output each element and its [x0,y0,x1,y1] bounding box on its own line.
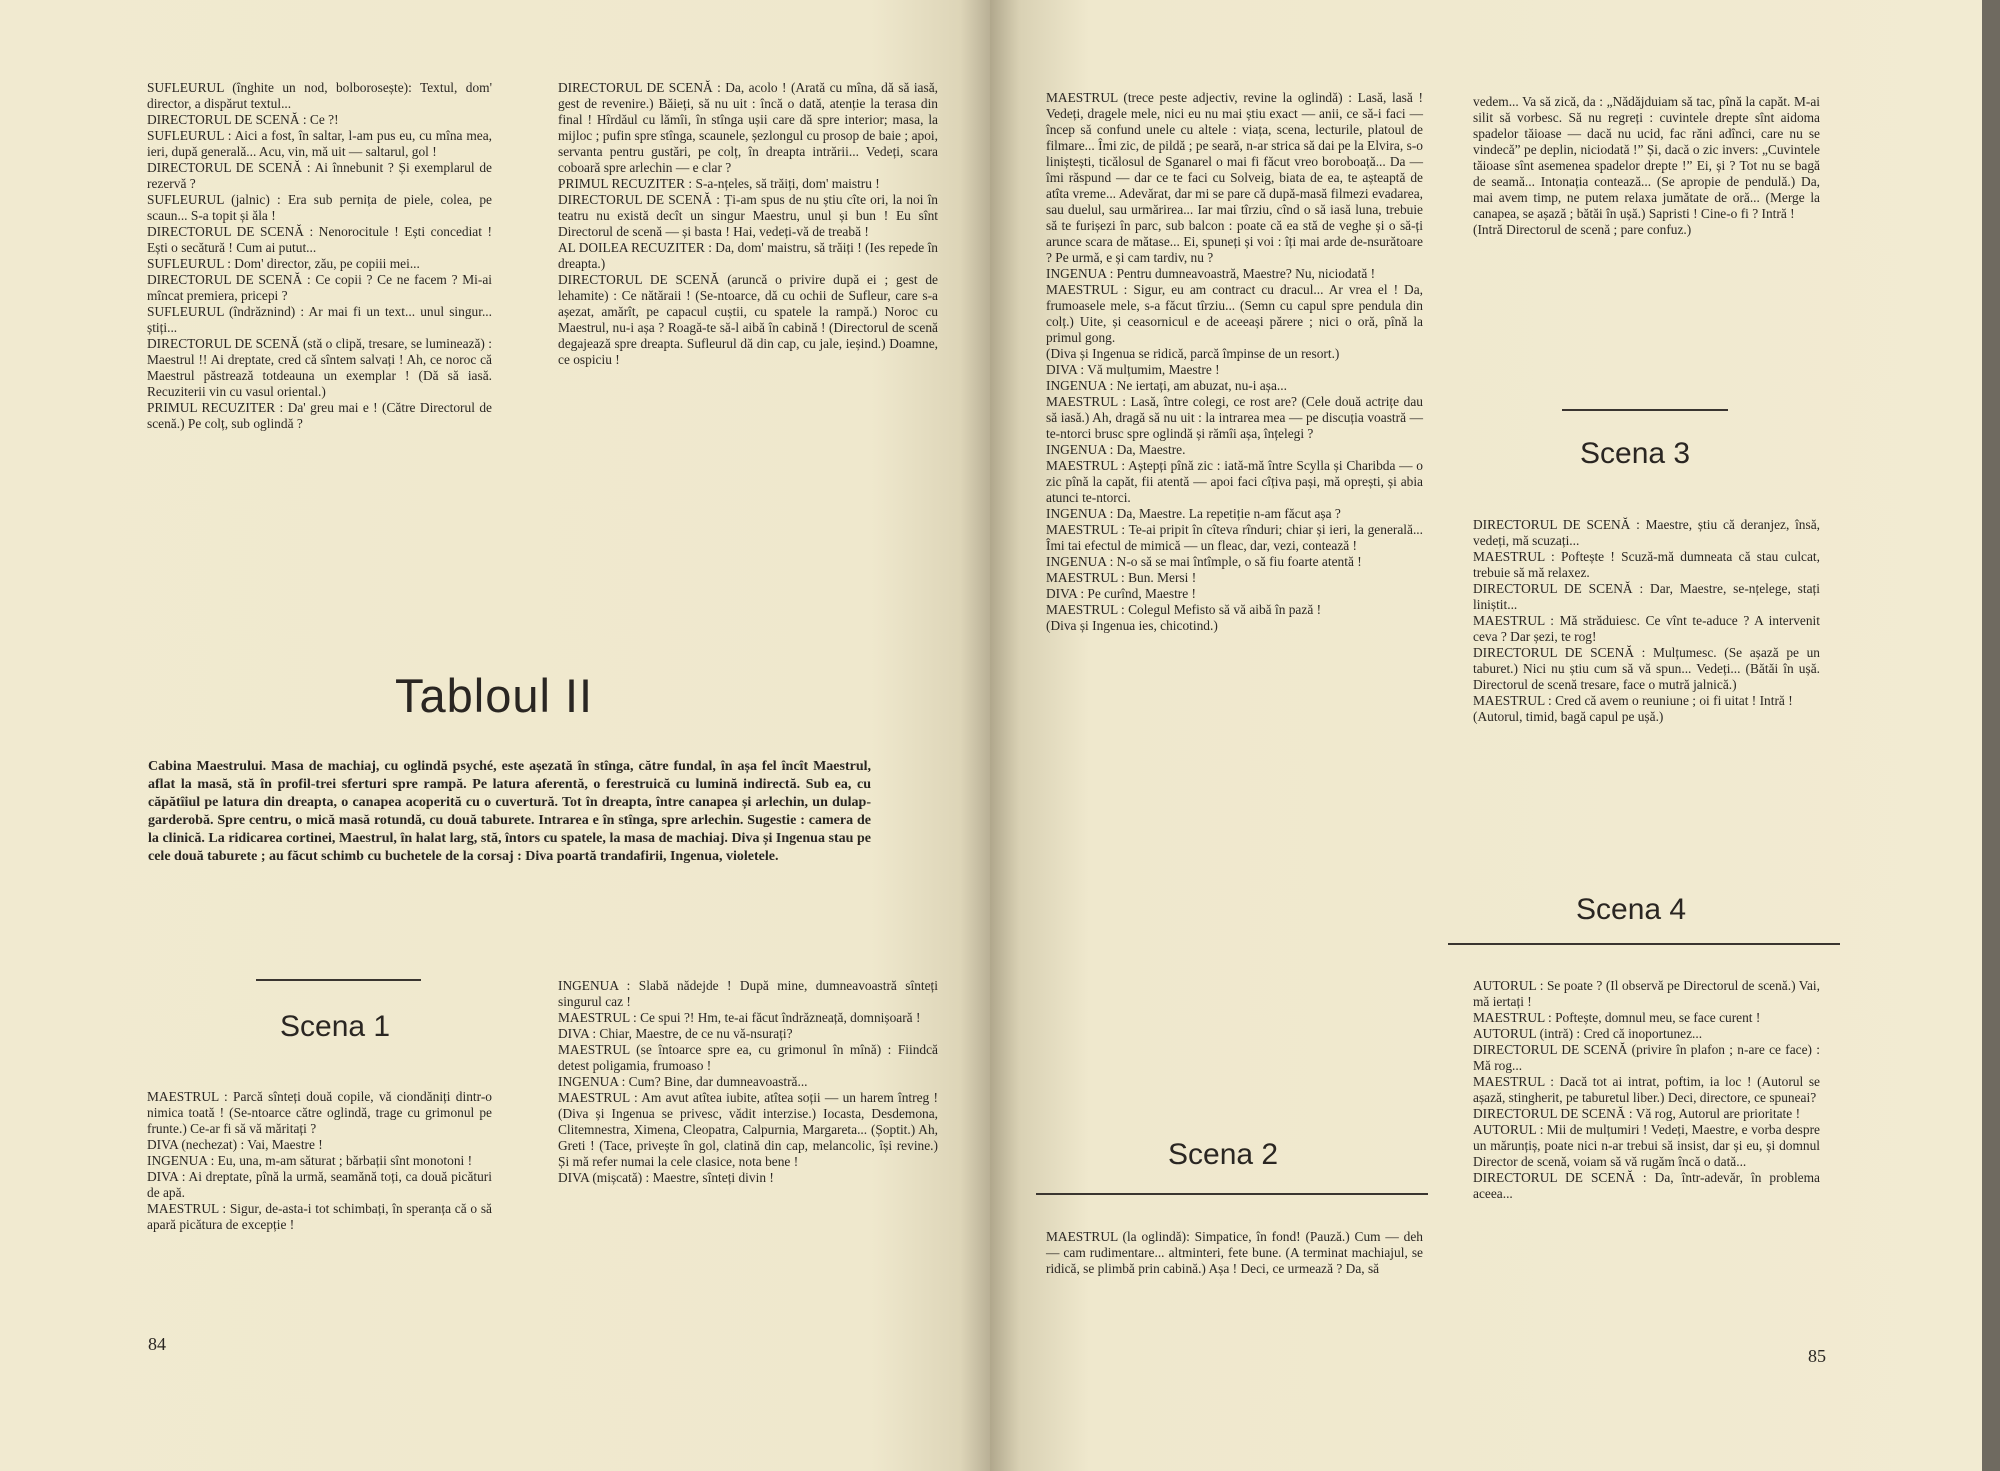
right-column-2c [1473,978,1820,1202]
dialogue-line: MAESTRUL : Parcă sînteți două copile, vă ciondăniți dintr-o nimica toată ! (Se-ntoarce către oglindă, trage cu grimonul pe frunte.) Ce-ar fi să vă măritați ? [147,1089,492,1136]
dialogue-line: SUFLEURUL (înghite un nod, bolborosește): Textul, dom' director, a dispărut textul... [147,80,492,111]
dialogue-line: PRIMUL RECUZITER : Da' greu mai e ! (Către Directorul de scenă.) Pe colț, sub oglindă ? [147,400,492,431]
right-column-1b [1046,1229,1423,1277]
book-cover-edge [1982,0,2000,1471]
dialogue-line: DIRECTORUL DE SCENĂ : Ai înnebunit ? Și exemplarul de rezervă ? [147,160,492,191]
left-page [0,0,990,1471]
dialogue-line: MAESTRUL : Dacă tot ai intrat, poftim, ia loc ! (Autorul se așază, stingherit, pe taburetul liber.) Deci, directore, ce spuneai? [1473,1074,1820,1105]
dialogue-line: MAESTRUL : Cred că avem o reuniune ; oi fi uitat ! Intră ! [1473,693,1793,708]
left-column-1 [147,80,492,432]
dialogue-line: vedem... Va să zică, da : „Nădăjduiam să tac, pînă la capăt. M-ai silit să vorbesc. Să nu regreți : cuvintele drepte sînt aidoma spadelor tăioase — dacă nu ucid, fac răni adînci, care nu se vindecă” pe deplin, niciodată !” Și, dacă o zic invers: „Cuvintele tăioase sînt asemenea spadelor drepte !” Ei, și ? Tot nu se bagă de seamă... Intonația contează... (Se apropie de pendulă.) Da, mai avem timp, ne putem relaxa jumătate de oră... (Merge la canapea, se așază ; bătăi în ușă.) Sapristi ! Cine-o fi ? Intră ! [1473,94,1820,221]
tablou-description [148,758,871,866]
dialogue-line: DIVA (nechezat) : Vai, Maestre ! [147,1137,323,1152]
dialogue-line: DIRECTORUL DE SCENĂ : Ce ?! [147,112,339,127]
dialogue-line: MAESTRUL (se întoarce spre ea, cu grimonul în mînă) : Fiindcă detest poligamia, frumoaso ! [558,1042,938,1073]
dialogue-line: (Diva și Ingenua se ridică, parcă împinse de un resort.) [1046,346,1340,361]
right-column-1 [1046,90,1423,634]
dialogue-line: AUTORUL (intră) : Cred că inoportunez... [1473,1026,1703,1041]
dialogue-line: DIRECTORUL DE SCENĂ : Vă rog, Autorul are prioritate ! [1473,1106,1801,1121]
dialogue-line: MAESTRUL (la oglindă): Simpatice, în fond! (Pauză.) Cum — deh — cam rudimentare... altminteri, fete bune. (A terminat machiajul, se ridică, se plimbă prin cabină.) Așa ! Deci, ce urmează ? Da, să [1046,1229,1423,1276]
dialogue-line: MAESTRUL : Aștepți pînă zic : iată-mă între Scylla și Charibda — o zic pînă la capăt, fii atentă — apoi faci cîțiva pași, mă oprești, și abia atunci te-ntorci. [1046,458,1423,505]
dialogue-line: (Diva și Ingenua ies, chicotind.) [1046,618,1218,633]
dialogue-line: SUFLEURUL (jalnic) : Era sub pernița de piele, colea, pe scaun... S-a topit și ăla ! [147,192,492,223]
dialogue-line: MAESTRUL : Te-ai pripit în cîteva rînduri; chiar și ieri, la generală... Îmi tai efectul de mimică — un fleac, dar, vezi, contează ! [1046,522,1423,553]
dialogue-line: DIRECTORUL DE SCENĂ (stă o clipă, tresare, se luminează) : Maestrul !! Ai dreptate, cred că sîntem salvați ! Ah, ce noroc că Maestrul păstrează totdeauna un exemplar ! (Dă să iasă. Recuziterii vin cu vasul oriental.) [147,336,492,399]
dialogue-line: AL DOILEA RECUZITER : Da, dom' maistru, să trăiți ! (Ies repede în dreapta.) [558,240,938,271]
dialogue-line: DIRECTORUL DE SCENĂ : Mulțumesc. (Se așază pe un taburet.) Nici nu știu cum să vă spun... Vedeți... (Bătăi în ușă. Directorul de scenă tresare, face o mutră jalnică.) [1473,645,1820,692]
dialogue-line: DIVA : Vă mulțumim, Maestre ! [1046,362,1220,377]
right-column-2b [1473,517,1820,725]
dialogue-line: DIVA (mișcată) : Maestre, sînteți divin ! [558,1170,774,1185]
dialogue-line: INGENUA : Cum? Bine, dar dumneavoastră... [558,1074,808,1089]
dialogue-line: SUFLEURUL (îndrăznind) : Ar mai fi un text... unul singur... știți... [147,304,492,335]
dialogue-line: INGENUA : Da, Maestre. [1046,442,1186,457]
left-column-2 [558,80,938,368]
dialogue-line: DIRECTORUL DE SCENĂ : Da, într-adevăr, în problema aceea... [1473,1170,1820,1201]
scena4-rule [1448,943,1840,945]
scena1-rule [256,979,421,981]
scena1-title: Scena 1 [280,1010,391,1043]
dialogue-line: MAESTRUL : Sigur, eu am contract cu dracul... Ar vrea el ! Da, frumoasele mele, s-a făcut tîrziu... (Semn cu capul spre pendula din colț.) Uite, și ceasornicul e de aceeași părere ; nici o oră, pînă la primul gong. [1046,282,1423,345]
dialogue-line: DIRECTORUL DE SCENĂ : Da, acolo ! (Arată cu mîna, dă să iasă, gest de revenire.) Băieți, să nu uit : încă o dată, atenție la terasa din final ! Hîrdăul cu lămîi, în stînga ușii care dă spre interior; masa, la mijloc ; pufin spre stînga, scaunele, șezlongul cu prosop de baie ; apoi, servanta pentru gustări, pe colț, în dreapta intrării... Vedeți, scara coboară spre arlechin — e clar ? [558,80,938,175]
dialogue-line: SUFLEURUL : Aici a fost, în saltar, l-am pus eu, cu mîna mea, ieri, după generală... Acu, vin, mă uit — saltarul, gol ! [147,128,492,159]
dialogue-line: MAESTRUL : Bun. Mersi ! [1046,570,1197,585]
dialogue-line: DIRECTORUL DE SCENĂ (aruncă o privire după ei ; gest de lehamite) : Ce nătăraii ! (Se-ntoarce, dă cu ochii de Sufleur, care s-a așezat, amărît, pe capacul cuștii, cu spatele la rampă.) Noroc cu Maestrul, nu-i așa ? Roagă-te să-l aibă în cabină ! (Directorul de scenă degajează spre dreapta. Sufleurul dă din cap, cu jale, ieșind.) Doamne, ce ospiciu ! [558,272,938,367]
dialogue-line: AUTORUL : Se poate ? (Il observă pe Directorul de scenă.) Vai, mă iertați ! [1473,978,1820,1009]
right-page [990,0,1982,1471]
dialogue-line: DIRECTORUL DE SCENĂ : Dar, Maestre, se-nțelege, stați liniștit... [1473,581,1820,612]
dialogue-line: MAESTRUL : Colegul Mefisto să vă aibă în pază ! [1046,602,1322,617]
dialogue-line: AUTORUL : Mii de mulțumiri ! Vedeți, Maestre, e vorba despre un mărunțiș, poate nici n-ar trebui să insist, dar și eu, și domnul Director de scenă, voiam să vă rugăm încă o dată... [1473,1122,1820,1169]
left-column-4 [558,978,938,1186]
dialogue-line: INGENUA : N-o să se mai întîmple, o să fiu foarte atentă ! [1046,554,1362,569]
page-number-right: 85 [1808,1346,1826,1366]
dialogue-line: MAESTRUL : Poftește, domnul meu, se face curent ! [1473,1010,1761,1025]
dialogue-line: MAESTRUL : Ce spui ?! Hm, te-ai făcut îndrăzneață, domnișoară ! [558,1010,921,1025]
page-number-left: 84 [148,1334,166,1354]
tablou-description-text: Cabina Maestrului. Masa de machiaj, cu oglindă psyché, este așezată în stînga, către fundal, în așa fel încît Maestrul, aflat la masă, stă în profil-trei sferturi spre rampă. Pe latura aferentă, o ferestruică cu lumină indirectă. Sub ea, cu căpătîiul pe latura din dreapta, o canapea acoperită cu o cuvertură. Tot în dreapta, între canapea și arlechin, un dulap-garderobă. Spre centru, o mică masă rotundă, cu două taburete. Intrarea e în stînga, spre arlechin. Sugestie : camera de la clinică. La ridicarea cortinei, Maestrul, în halat larg, stă, întors cu spatele, la masa de machiaj. Diva și Ingenua stau pe cele două taburete ; au făcut schimb cu buchetele de la corsaj : Diva poartă trandafirii, Ingenua, violetele. [148,759,871,864]
right-column-2 [1473,94,1820,238]
dialogue-line: DIRECTORUL DE SCENĂ : Maestre, știu că deranjez, însă, vedeți, mă scuzați... [1473,517,1820,548]
dialogue-line: MAESTRUL : Poftește ! Scuză-mă dumneata că stau culcat, trebuie să mă relaxez. [1473,549,1820,580]
dialogue-line: MAESTRUL : Am avut atîtea iubite, atîtea soții — un harem întreg ! (Diva și Ingenua se privesc, vădit interzise.) Iocasta, Desdemona, Clitemnestra, Ximena, Cleopatra, Calpurnia, Margareta... (Șoptit.) Ah, Greti ! (Tace, privește în gol, clatină din cap, melancolic, își revine.) Și mă refer numai la cele clasice, nota bene ! [558,1090,938,1169]
dialogue-line: DIRECTORUL DE SCENĂ : Ți-am spus de nu știu cîte ori, la noi în teatru nu există decît un singur Maestru, unul și bun ! Eu sînt Directorul de scenă — și basta ! Hai, vedeți-vă de treabă ! [558,192,938,239]
dialogue-line: DIVA : Chiar, Maestre, de ce nu vă-nsurați? [558,1026,793,1041]
scena2-rule [1036,1193,1428,1195]
scena3-title: Scena 3 [1580,437,1691,470]
dialogue-line: DIRECTORUL DE SCENĂ : Nenorocitule ! Ești concediat ! Ești o secătură ! Cum ai putut... [147,224,492,255]
dialogue-line: MAESTRUL : Lasă, între colegi, ce rost are? (Cele două actrițe dau să iasă.) Ah, dragă să nu uit : la intrarea mea — pe discuția voastră — te-ntorci brusc spre oglindă și rămîi așa, înțelegi ? [1046,394,1423,441]
dialogue-line: (Autorul, timid, bagă capul pe ușă.) [1473,709,1664,724]
dialogue-line: DIRECTORUL DE SCENĂ (privire în plafon ; n-are ce face) : Mă rog... [1473,1042,1820,1073]
dialogue-line: INGENUA : Eu, una, m-am săturat ; bărbații sînt monotoni ! [147,1153,473,1168]
scena2-title: Scena 2 [1168,1138,1279,1171]
dialogue-line: INGENUA : Pentru dumneavoastră, Maestre? Nu, niciodată ! [1046,266,1376,281]
dialogue-line: INGENUA : Da, Maestre. La repetiție n-am făcut așa ? [1046,506,1341,521]
dialogue-line: DIVA : Ai dreptate, pînă la urmă, seamănă toți, ca două picături de apă. [147,1169,492,1200]
scena4-title: Scena 4 [1576,893,1687,926]
dialogue-line: INGENUA : Slabă nădejde ! După mine, dumneavoastră sînteți singurul caz ! [558,978,938,1009]
dialogue-line: (Intră Directorul de scenă ; pare confuz.) [1473,222,1692,237]
dialogue-line: MAESTRUL : Sigur, de-asta-i tot schimbați, în speranța că o să apară picătura de excepție ! [147,1201,492,1232]
dialogue-line: INGENUA : Ne iertați, am abuzat, nu-i așa... [1046,378,1287,393]
dialogue-line: PRIMUL RECUZITER : S-a-nțeles, să trăiți, dom' maistru ! [558,176,880,191]
left-column-3 [147,1089,492,1233]
dialogue-line: SUFLEURUL : Dom' director, zău, pe copiii mei... [147,256,420,271]
scena3-rule [1562,409,1728,411]
dialogue-line: MAESTRUL : Mă străduiesc. Ce vînt te-aduce ? A intervenit ceva ? Dar șezi, te rog! [1473,613,1820,644]
dialogue-line: MAESTRUL (trece peste adjectiv, revine la oglindă) : Lasă, lasă ! Vedeți, dragele mele, nici eu nu mai știu exact — anii, ce să-i faci — încep să confund unele cu altele : viața, scena, lecturile, platoul de filmare... Îmi zic, de pildă ; pe seară, n-ar strica să dai pe la Elvira, s-o liniștești, ticălosul de Sganarel o mai fi făcut vreo boroboață... Da — îmi răspund — dar ce te faci cu Solveig, biata de ea, te așteaptă de atîta vreme... Adevărat, dar mi se pare că după-masă filmezi evadarea, sau duelul, sau urmărirea... Iar mai tîrziu, cînd o să iasă luna, trebuie să te furișezi în parc, sub balcon : poate că ea stă de veghe și o să-ți arunce scara de mătase... Ei, spuneți și voi : îți mai arde de-nsurătoare ? Pe urmă, e și cam tardiv, nu ? [1046,90,1423,265]
tablou-title: Tabloul II [395,669,594,722]
dialogue-line: DIVA : Pe curînd, Maestre ! [1046,586,1196,601]
dialogue-line: DIRECTORUL DE SCENĂ : Ce copii ? Ce ne facem ? Mi-ai mîncat premiera, pricepi ? [147,272,492,303]
